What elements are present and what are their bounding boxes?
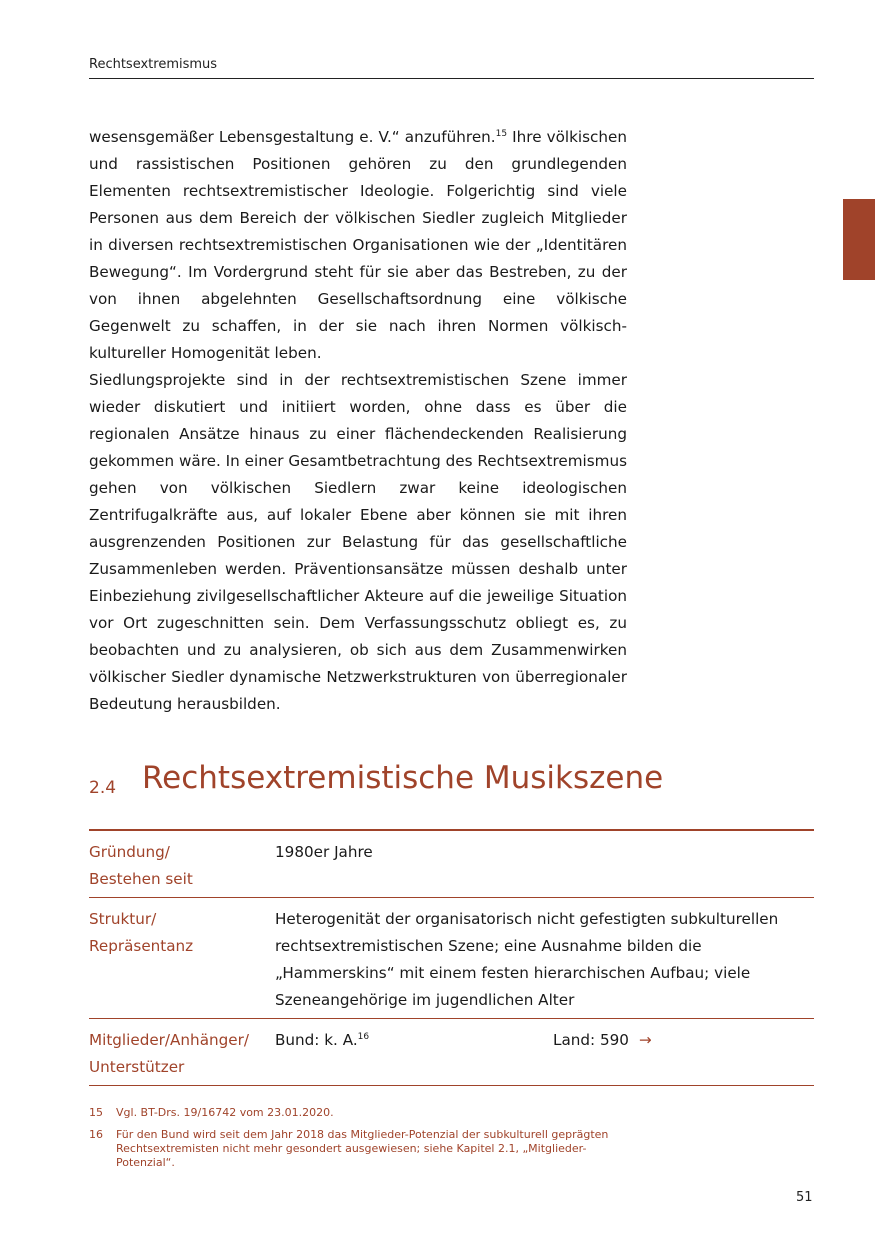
members-label-line-1: Mitglieder/Anhänger/ [89,1031,249,1049]
paragraph-1-start: wesensgemäßer Lebensgestaltung e. V.“ anzuführen. [89,128,496,146]
trend-arrow-icon: → [638,1031,652,1049]
members-label [89,1027,275,1081]
profile-table [89,829,814,1086]
bund-count-text: Bund: k. A. [275,1031,358,1049]
paragraph-1 [89,124,627,367]
structure-value: Heterogenität der organisatorisch nicht gefestigten subkulturellen rechtsextremistischen Szene; eine Ausnahme bilden die „Hammerskins“ mit einem festen hierarchischen Aufbau; viele Szeneangehörige im jugendlichen Alter [275,910,779,1009]
land-count [553,1027,652,1081]
footnote-number: 16 [89,1128,103,1141]
founding-value: 1980er Jahre [275,843,373,861]
section-number: 2.4 [89,778,117,798]
chapter-tab-marker [843,199,875,280]
table-row-founding [89,831,814,897]
footnote-text: Vgl. BT-Drs. 19/16742 vom 23.01.2020. [116,1106,334,1119]
footnote-ref-15[interactable]: 15 [495,129,508,139]
bund-count [275,1027,553,1081]
structure-label-line-1: Struktur/ [89,910,157,928]
land-count-text: Land: 590 [553,1031,629,1049]
section-title: Rechtsextremistische Musikszene [142,760,664,796]
body-text [89,124,627,718]
paragraph-1-rest: Ihre völkischen und rassistischen Positionen gehören zu den grundlegenden Elementen rechtsextremistischer Ideologie. Folgerichtig sind viele Personen aus dem Bereich der völkischen Siedler zugleich Mitglieder in diversen rechtsextremistischen Organisationen wie der „Identitären Bewegung“. Im Vordergrund steht für sie aber das Bestreben, zu der von ihnen abgelehnten Gesellschaftsordnung eine völkische Gegenwelt zu schaffen, in der sie nach ihren Normen völkisch-kultureller Homogenität leben. [89,128,628,362]
structure-label-line-2: Repräsentanz [89,937,194,955]
table-row-members [89,1018,814,1085]
members-value [275,1027,807,1081]
structure-label [89,906,275,1014]
founding-label-line-2: Bestehen seit [89,870,193,888]
footnote-number: 15 [89,1106,103,1119]
founding-label [89,839,275,893]
footnote-16 [89,1128,634,1170]
footnote-ref-16[interactable]: 16 [357,1032,370,1042]
founding-label-line-1: Gründung/ [89,843,170,861]
table-row-structure [89,897,814,1018]
running-header: Rechtsextremismus [89,57,814,79]
footnote-15 [89,1106,634,1120]
members-label-line-2: Unterstützer [89,1058,185,1076]
paragraph-2: Siedlungsprojekte sind in der rechtsextremistischen Szene immer wieder diskutiert und initiiert worden, ohne dass es über die regionalen Ansätze hinaus zu einer flächendeckenden Realisierung gekommen wäre. In einer Gesamtbetrachtung des Rechtsextremismus gehen von völkischen Siedlern zwar keine ideologischen Zentrifugalkräfte aus, auf lokaler Ebene aber können sie mit ihren ausgrenzenden Positionen zur Belastung für das gesellschaftliche Zusammenleben werden. Präventionsansätze müssen deshalb unter Einbeziehung zivilgesellschaftlicher Akteure auf die jeweilige Situation vor Ort zugeschnitten sein. Dem Verfassungsschutz obliegt es, zu beobachten und zu analysieren, ob sich aus dem Zusammenwirken völkischer Siedler dynamische Netzwerkstrukturen von überregionaler Bedeutung herausbilden. [89,371,627,713]
footnote-text: Für den Bund wird seit dem Jahr 2018 das Mitglieder-Potenzial der subkulturell geprägten Rechtsextremisten nicht mehr gesondert ausgewiesen; siehe Kapitel 2.1, „Mitglieder-Potenzial“. [116,1128,609,1169]
page-number: 51 [796,1190,813,1205]
footnotes [89,1106,634,1178]
